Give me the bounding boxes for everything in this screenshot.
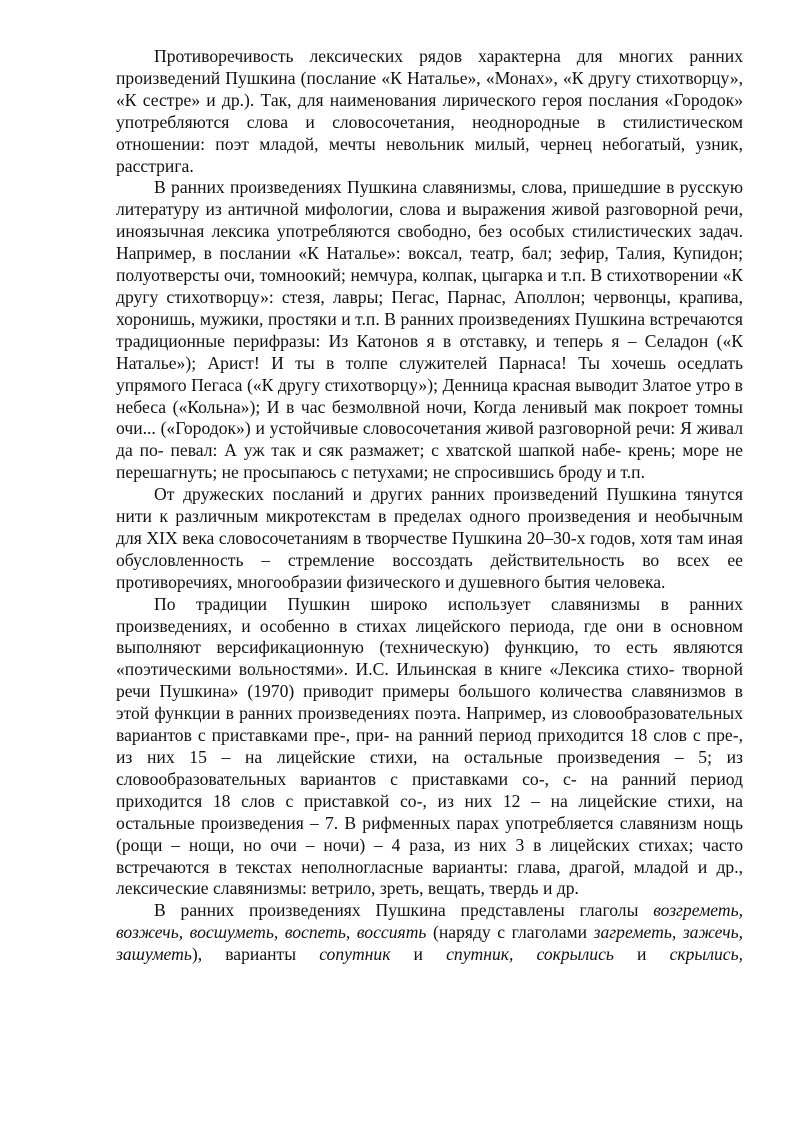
paragraph-5-text: В ранних произведениях Пушкина представлены глаголы <box>154 900 654 921</box>
document-text <box>116 46 743 966</box>
paragraph-5-italic-word: спутник, сокрылись <box>446 944 614 965</box>
paragraph-5-text: и <box>390 944 447 965</box>
paragraph-1 <box>116 46 743 177</box>
paragraph-5-italic-word: сопутник <box>319 944 391 965</box>
paragraph-3-text: От дружеских посланий и других ранних произведений Пушкина тянутся нити к различным микротекстам в пределах одного произведения и необычным для XIX века словосочетаниям в творчестве Пушкина 20–30-х годов, хотя там иная обусловленность – стремление воссоздать действительность во всех ее противоречиях, многообразии физического и душевного бытия человека. <box>116 484 743 592</box>
paragraph-2-text: В ранних произведениях Пушкина славянизмы, слова, пришедшие в русскую литературу из античной мифологии, слова и выражения живой разговорной речи, иноязычная лексика употребляются свободно, без особых стилистических задач. Например, в послании «К Наталье»: воксал, театр, бал; зефир, Талия, Купидон; полуотверсты очи, томноокий; немчура, колпак, цыгарка и т.п. В стихотворении «К другу стихотворцу»: стезя, лавры; Пегас, Парнас, Аполлон; червонцы, крапива, хоронишь, мужики, простяки и т.п. В ранних произведениях Пушкина встречаются традиционные перифразы: Из Катонов я в отставку, и теперь я – Селадон («К Наталье»); Арист! И ты в толпе служителей Парнаса! Ты хочешь оседлать упрямого Пегаса («К другу стихотворцу»); Денница красная выводит Златое утро в небеса («Кольна»); И в час безмолвной ночи, Когда ленивый мак покроет томны очи... («Городок») и устойчивые словосочетания живой разговорной речи: Я живал да по- певал: А уж так и сяк размажет; с хватской шапкой набе- крень; море не перешагнуть; не просыпаюсь с петухами; не спросившись броду и т.п. <box>116 177 743 483</box>
paragraph-5-text: ), варианты <box>191 944 320 965</box>
paragraph-1-text: Противоречивость лексических рядов характерна для многих ранних произведений Пушкина (послание «К Наталье», «Монах», «К другу стихотворцу», «К сестре» и др.). Так, для наименования лирического героя послания «Городок» употребляются слова и словосочетания, неоднородные в стилистическом отношении: поэт младой, мечты невольник милый, чернец небогатый, узник, расстрига. <box>116 46 743 176</box>
paragraph-5-italic-verbs: загреметь, зажечь, зашуметь <box>116 922 743 965</box>
paragraph-3 <box>116 484 743 594</box>
paragraph-4 <box>116 594 743 901</box>
paragraph-4-text: По традиции Пушкин широко использует славянизмы в ранних произведениях, и особенно в стихах лицейского периода, где они в основном выполняют версификационную (техническую) функцию, то есть являются «поэтическими вольностями». И.С. Ильинская в книге «Лексика стихо- творной речи Пушкина» (1970) приводит примеры большого количества славянизмов в этой функции в ранних произведениях поэта. Например, из словообразовательных вариантов с приставками пре-, при- на ранний период приходится 18 слов с пре-, из них 15 – на лицейские стихи, на остальные произведения – 5; из словообразовательных вариантов с приставками со-, с- на ранний период приходится 18 слов с приставкой со-, из них 12 – на лицейские стихи, на остальные произведения – 7. В рифменных парах употребляется славянизм нощь (рощи – нощи, но очи – ночи) – 4 раза, из них 3 в лицейских стихах; часто встречаются в текстах неполногласные варианты: глава, драгой, младой и др., лексические славянизмы: ветрило, зреть, вещать, твердь и др. <box>116 593 743 899</box>
paragraph-5-text: (наряду с глаголами <box>426 922 594 943</box>
paragraph-5-italic-word: скрылись, <box>669 944 743 965</box>
paragraph-5 <box>116 900 743 966</box>
paragraph-2 <box>116 177 743 484</box>
paragraph-5-text: и <box>613 944 670 965</box>
paragraph-5-italic-verbs: возгреметь, возжечь, восшуметь, воспеть, воссиять <box>116 900 743 943</box>
